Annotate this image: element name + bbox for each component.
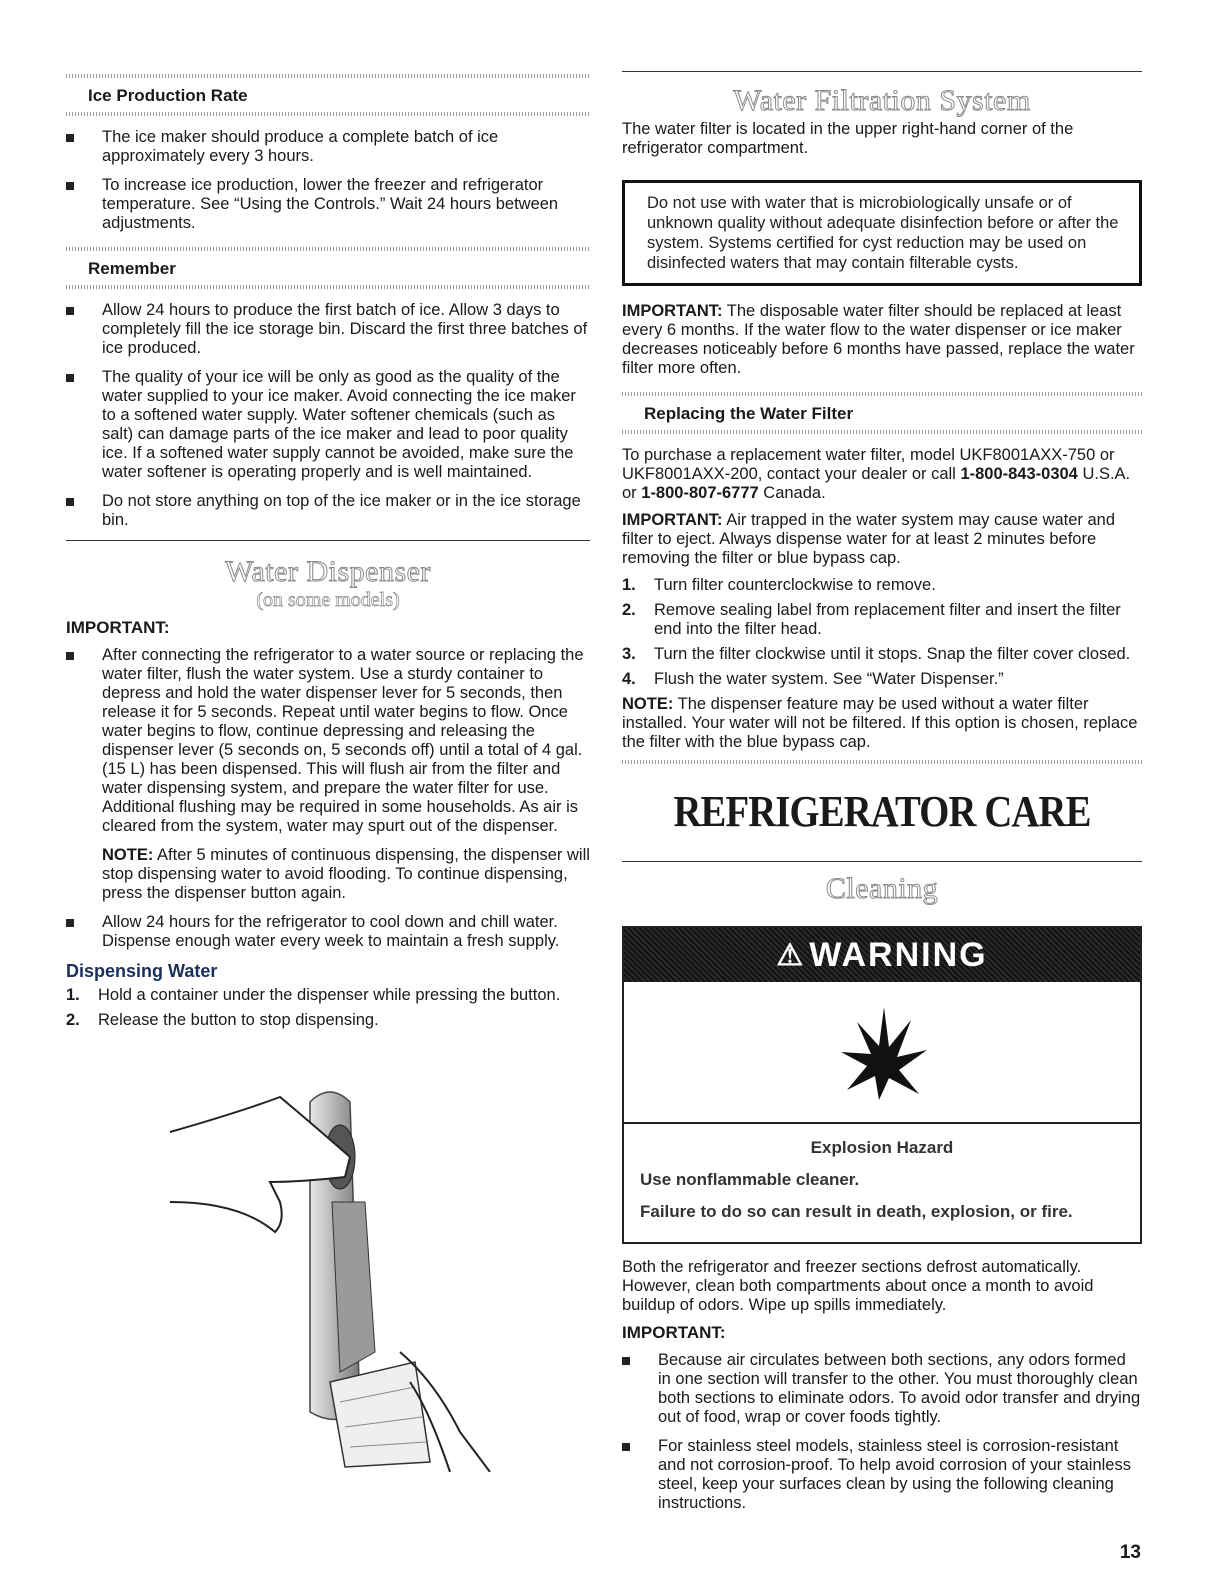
section-rule — [622, 71, 1142, 72]
step-text: Turn filter counterclockwise to remove. — [654, 576, 936, 594]
replace-step — [622, 670, 1142, 689]
important-replace — [622, 302, 1142, 378]
ice-rate-title: Ice Production Rate — [88, 86, 248, 105]
warning-text — [624, 1124, 1140, 1242]
step-number: 3. — [622, 645, 636, 663]
hazard-line: Failure to do so can result in death, explosion, or fire. — [640, 1202, 1073, 1221]
cyst-warning-box: Do not use with water that is microbiologically unsafe or of unknown quality without adequate disinfection before or after the system. Systems certified for cyst reduction may be used on disinfected waters that may contain filterable cysts. — [622, 180, 1142, 286]
explosion-icon-area — [624, 982, 1140, 1124]
dotted-rule — [66, 112, 590, 116]
cleaning-title: Cleaning — [825, 872, 939, 905]
purchase-info — [622, 446, 1142, 503]
step-number: 2. — [66, 1011, 80, 1029]
warning-header-text: WARNING — [809, 935, 988, 974]
step-text: Flush the water system. See “Water Dispenser.” — [654, 670, 1004, 688]
step-number: 4. — [622, 670, 636, 688]
phone-canada: 1-800-807-6777 — [641, 484, 759, 502]
remember-bullet: Do not store anything on top of the ice maker or in the ice storage bin. — [66, 492, 590, 530]
hazard-line: Use nonflammable cleaner. — [640, 1170, 860, 1189]
important-text: The disposable water filter should be replaced at least every 6 months. If the water flow to the water dispenser or ice maker decreases noticeably before 6 months have passed, replace the water filter more often. — [622, 302, 1135, 377]
hazard-title: Explosion Hazard — [810, 1138, 954, 1157]
dotted-rule — [622, 430, 1142, 434]
purchase-text: Canada. — [758, 484, 826, 502]
purchase-text: To purchase a replacement water filter, model UKF8001AXX-750 or UKF8001AXX-200, contact your dealer or call — [622, 446, 1115, 483]
dispenser-subtitle: (on some models) — [256, 589, 400, 611]
section-rule — [622, 861, 1142, 862]
dispensing-step — [66, 1011, 590, 1030]
note-label: NOTE: — [102, 846, 154, 864]
right-column — [622, 0, 1142, 1523]
important-label: IMPORTANT: — [622, 511, 723, 529]
warning-panel — [622, 926, 1142, 1244]
dispensing-step — [66, 986, 590, 1005]
phone-usa: 1-800-843-0304 — [960, 465, 1078, 483]
filtration-title: Water Filtration System — [733, 84, 1031, 117]
remember-bullet: The quality of your ice will be only as good as the quality of the water supplied to your ice maker. Avoid connecting the ice maker to a softened water supply. Water softener chemicals (such as salt) can damage parts of the ice maker and lead to poor quality ice. If a softened water supply cannot be avoided, make sure the water softener is operating properly and is well maintained. — [66, 368, 590, 482]
step-number: 1. — [622, 576, 636, 594]
step-text: Remove sealing label from replacement filter and insert the filter end into the filter head. — [654, 601, 1121, 638]
note-label: NOTE: — [622, 695, 674, 713]
ice-rate-bullet: The ice maker should produce a complete batch of ice approximately every 3 hours. — [66, 128, 590, 166]
step-text: Release the button to stop dispensing. — [98, 1011, 379, 1029]
replace-step — [622, 576, 1142, 595]
remember-title: Remember — [88, 259, 176, 278]
important-text: Air trapped in the water system may cause water and filter to eject. Always dispense water for at least 2 minutes before removing the filter or blue bypass cap. — [622, 511, 1116, 567]
replace-step — [622, 645, 1142, 664]
warning-triangle-icon: ⚠ — [776, 938, 806, 972]
important-label: IMPORTANT: — [66, 618, 170, 637]
purchase-text: U.S.A. or — [622, 465, 1131, 502]
note-text: The dispenser feature may be used without a water filter installed. Your water will not be filtered. If this option is chosen, replace the filter with the blue bypass cap. — [622, 695, 1138, 751]
important-label: IMPORTANT: — [622, 1323, 726, 1342]
cleaning-bullet: For stainless steel models, stainless steel is corrosion-resistant and not corrosion-proof. To help avoid corrosion of your stainless steel, keep your surfaces clean by using the following cleaning instructions. — [622, 1437, 1142, 1513]
step-number: 1. — [66, 986, 80, 1004]
replace-step — [622, 601, 1142, 639]
dispensing-title: Dispensing Water — [66, 961, 218, 981]
remember-bullet: Allow 24 hours to produce the first batch of ice. Allow 3 days to completely fill the ice storage bin. Discard the first three batches of ice produced. — [66, 301, 590, 358]
flush-bullet: After connecting the refrigerator to a water source or replacing the water filter, flush the water system. Use a sturdy container to depress and hold the water dispenser lever for 5 seconds, then release it for 5 seconds. Repeat until water begins to flow. Once water begins to flow, continue depressing and releasing the dispenser lever (5 seconds on, 5 seconds off) until a total of 4 gal. (15 L) has been dispensed. This will flush air from the filter and water dispensing system, and prepare the water filter for use. Additional flushing may be required in some households. As air is cleared from the system, water may spurt out of the dispenser. — [66, 646, 590, 836]
explosion-icon — [839, 1002, 929, 1102]
dispenser-note — [66, 846, 590, 903]
ice-rate-bullet: To increase ice production, lower the freezer and refrigerator temperature. See “Using the Controls.” Wait 24 hours between adjustments. — [66, 176, 590, 233]
step-number: 2. — [622, 601, 636, 619]
important-label: IMPORTANT: — [622, 302, 723, 320]
step-text: Turn the filter clockwise until it stops. Snap the filter cover closed. — [654, 645, 1131, 663]
refrigerator-care-title: REFRIGERATOR CARE — [673, 787, 1091, 836]
bypass-note — [622, 695, 1142, 752]
warning-header — [624, 928, 1140, 982]
section-rule — [66, 540, 590, 541]
dispenser-illustration — [160, 1082, 510, 1472]
replacing-title: Replacing the Water Filter — [644, 404, 854, 423]
dotted-rule — [66, 285, 590, 289]
cleaning-bullet: Because air circulates between both sections, any odors formed in one section will transfer to the other. You must thoroughly clean both sections to eliminate odors. To avoid odor transfer and drying out of food, wrap or cover foods tightly. — [622, 1351, 1142, 1427]
page-number: 13 — [1119, 1542, 1141, 1563]
note-text: After 5 minutes of continuous dispensing, the dispenser will stop dispensing water to avoid flooding. To continue dispensing, press the dispenser button again. — [102, 846, 590, 902]
important-air — [622, 511, 1142, 568]
chill-bullet: Allow 24 hours for the refrigerator to cool down and chill water. Dispense enough water every week to maintain a fresh supply. — [66, 913, 590, 951]
dispenser-title: Water Dispenser — [225, 555, 431, 588]
step-text: Hold a container under the dispenser while pressing the button. — [98, 986, 561, 1004]
dotted-rule — [622, 760, 1142, 764]
filter-location: The water filter is located in the upper right-hand corner of the refrigerator compartment. — [622, 120, 1074, 157]
left-column — [66, 0, 590, 1036]
defrost-text: Both the refrigerator and freezer sections defrost automatically. However, clean both compartments about once a month to avoid buildup of odors. Wipe up spills immediately. — [622, 1258, 1094, 1314]
